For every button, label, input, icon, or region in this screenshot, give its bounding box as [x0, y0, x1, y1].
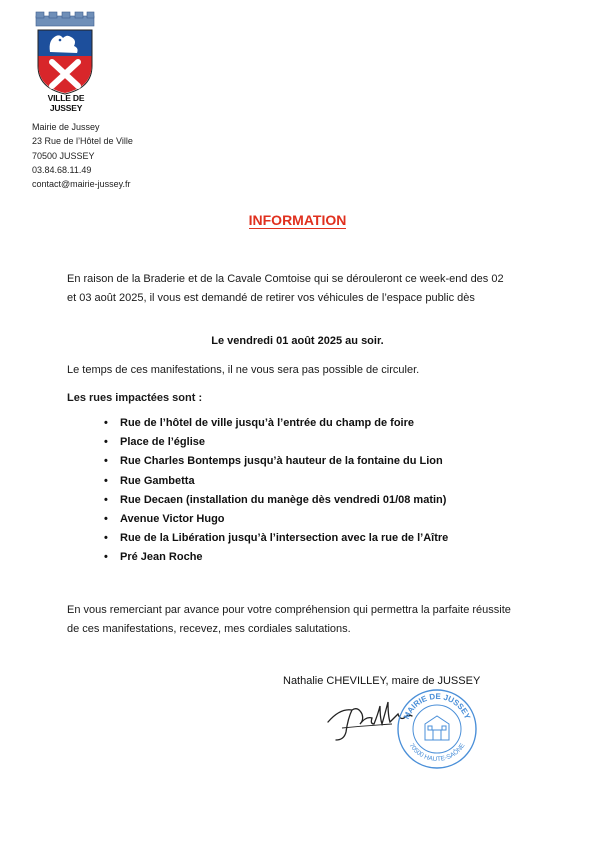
document-title: [0, 212, 595, 228]
list-item: [104, 433, 448, 452]
svg-text:70500 HAUTE-SAÔNE: [408, 742, 467, 763]
stamp-top-text: MAIRIE DE JUSSEY: [401, 691, 473, 721]
bullet-icon: •: [104, 532, 108, 545]
list-item: [104, 491, 448, 510]
street-name: Pré Jean Roche: [120, 551, 203, 564]
town-name: VILLE DE JUSSEY: [47, 93, 85, 113]
signer-name: Nathalie CHEVILLEY, maire de JUSSEY: [283, 675, 481, 687]
svg-text:MAIRIE DE JUSSEY: [402, 692, 472, 721]
closing-paragraph: En vous remerciant par avance pour votre compréhension qui permettra la parfaite réussite de ces manifestations, recevez, mes cordiales salutations.: [67, 604, 511, 635]
bullet-icon: •: [104, 436, 108, 449]
street-name: Rue Decaen (installation du manège dès vendredi 01/08 matin): [120, 493, 447, 506]
intro-paragraph: En raison de la Braderie et de la Cavale Comtoise qui se dérouleront ce week-end des 02 et 03 août 2025, il vous est demandé de retirer vos véhicules de l’espace public dès: [67, 273, 504, 304]
phone-number: 03.84.68.11.49: [32, 164, 92, 175]
list-item: [104, 452, 448, 471]
street-name: Rue Gambetta: [120, 474, 195, 487]
street-name: Rue de l’hôtel de ville jusqu’à l’entrée du champ de foire: [120, 417, 415, 429]
stamp-bottom-text: 70500 HAUTE-SAÔNE: [407, 742, 467, 764]
date-line: Le vendredi 01 août 2025 au soir.: [211, 335, 384, 347]
list-item: [104, 510, 448, 529]
address-block: [32, 120, 133, 191]
address-line: Mairie de Jussey: [32, 122, 100, 132]
list-item: [104, 414, 448, 433]
street-name: Rue de la Libération jusqu’à l’intersection avec la rue de l’Aître: [120, 532, 449, 545]
street-name: Rue Charles Bontemps jusqu’à hauteur de la fontaine du Lion: [120, 455, 443, 468]
address-line: 23 Rue de l’Hôtel de Ville: [32, 136, 133, 147]
circulation-note: Le temps de ces manifestations, il ne vous sera pas possible de circuler.: [67, 364, 420, 376]
streets-heading: Les rues impactées sont :: [67, 392, 203, 404]
street-name: Avenue Victor Hugo: [120, 513, 225, 526]
bullet-icon: •: [104, 417, 108, 429]
document-title-text: INFORMATION: [248, 212, 347, 228]
bullet-icon: •: [104, 551, 108, 564]
streets-list: [104, 414, 448, 568]
street-name: Place de l’église: [120, 436, 205, 449]
bullet-icon: •: [104, 474, 108, 487]
bullet-icon: •: [104, 513, 108, 526]
email-address: contact@mairie-jussey.fr: [32, 179, 131, 190]
official-stamp-icon: [396, 688, 478, 770]
address-line: 70500 JUSSEY: [32, 150, 95, 161]
list-item: [104, 529, 448, 548]
bullet-icon: •: [104, 455, 108, 468]
list-item: [104, 548, 448, 567]
bullet-icon: •: [104, 493, 108, 506]
list-item: [104, 472, 448, 491]
